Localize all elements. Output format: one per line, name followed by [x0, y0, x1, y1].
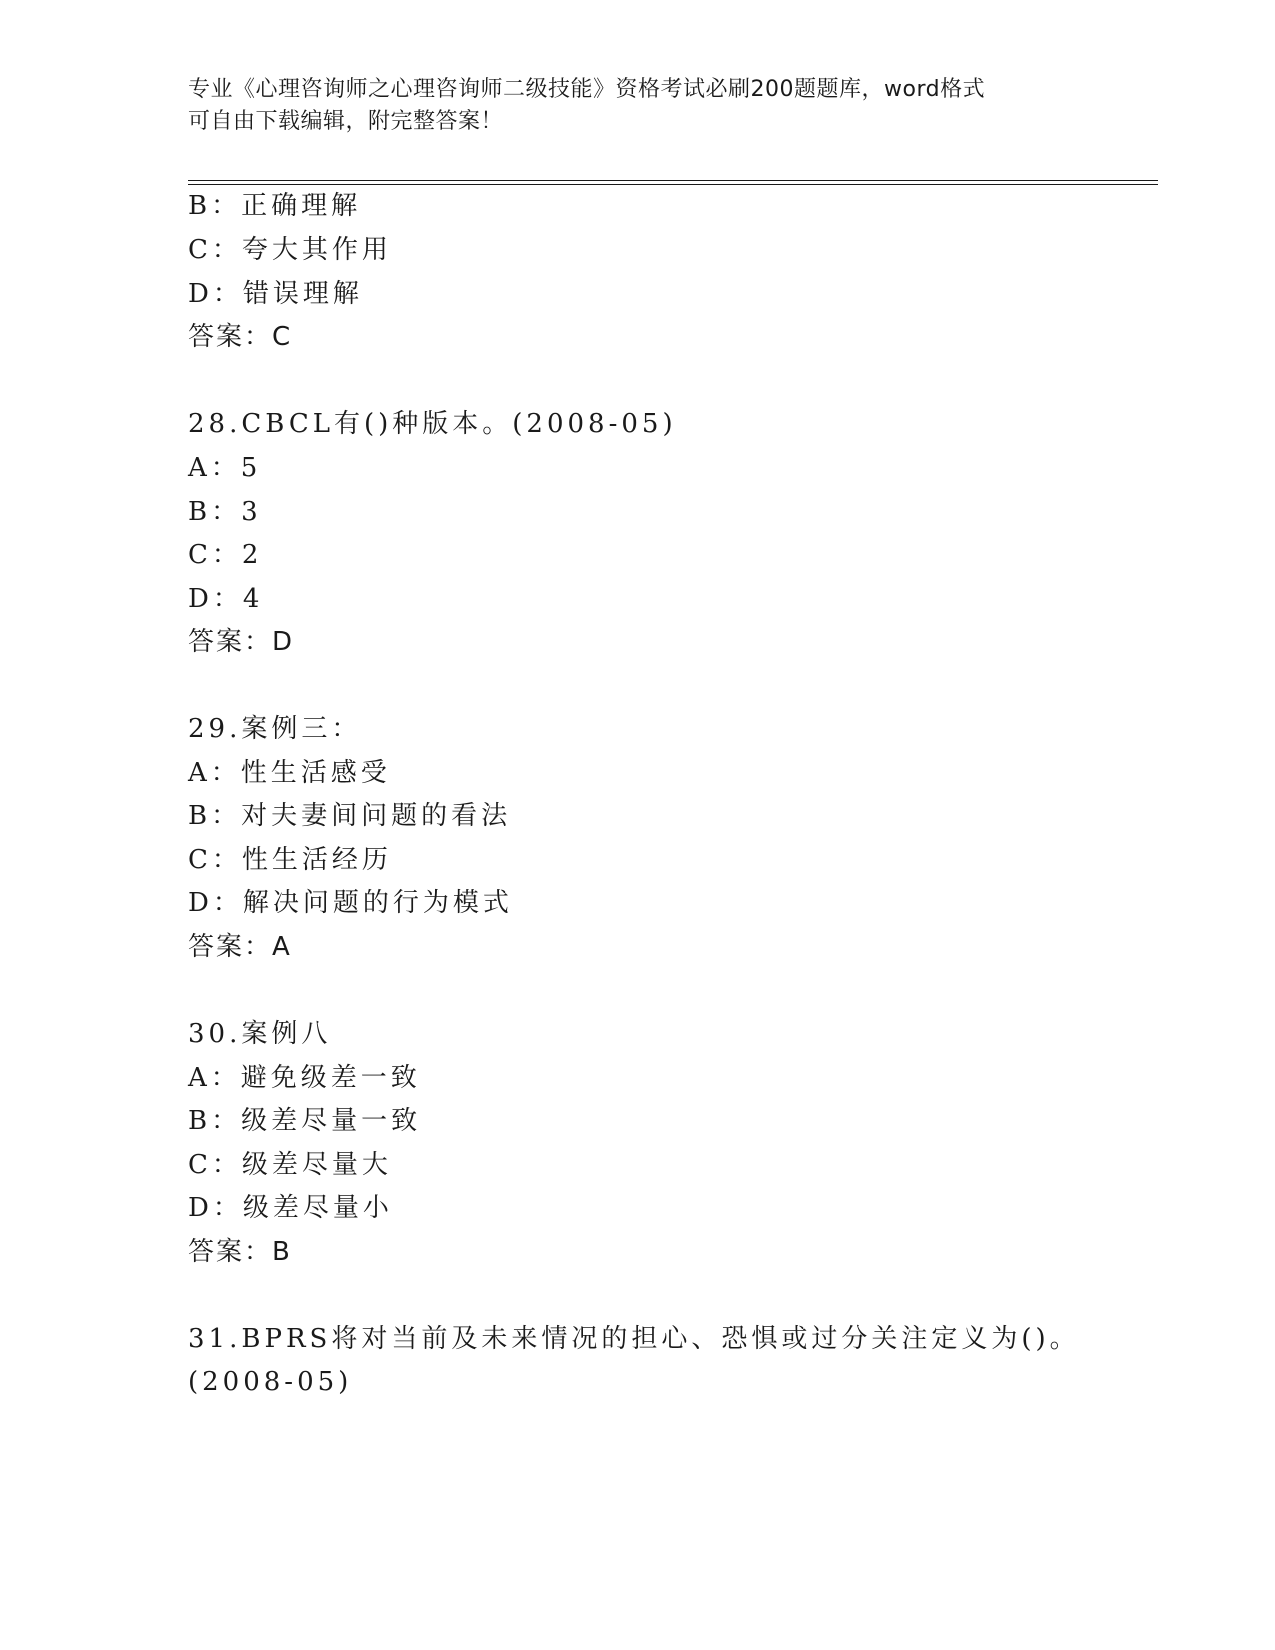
q27-option-d: D：错误理解: [188, 279, 363, 309]
q31-stem-line-1: 31.BPRS将对当前及未来情况的担心、恐惧或过分关注定义为()。: [188, 1324, 1080, 1354]
q29-option-c: C：性生活经历: [188, 845, 392, 875]
q29-option-b: B：对夫妻间问题的看法: [188, 801, 512, 831]
q27-option-c: C：夸大其作用: [188, 235, 392, 265]
q30-option-a: A：避免级差一致: [188, 1063, 421, 1093]
q28-option-b: B：3: [188, 497, 262, 527]
q29-answer: 答案：A: [188, 932, 292, 962]
q30-option-d: D：级差尽量小: [188, 1193, 393, 1223]
q28-stem: 28.CBCL有()种版本。(2008-05): [188, 409, 677, 439]
q30-answer: 答案：B: [188, 1237, 292, 1267]
q28-option-c: C：2: [188, 540, 263, 570]
q28-option-d: D：4: [188, 584, 264, 614]
header-line-1: 专业《心理咨询师之心理咨询师二级技能》资格考试必刷200题题库，word格式: [188, 77, 986, 102]
q28-option-a: A：5: [188, 453, 262, 483]
document-header: [188, 74, 1088, 138]
q30-option-c: C：级差尽量大: [188, 1150, 392, 1180]
q27-answer: 答案：C: [188, 322, 293, 352]
q29-option-d: D：解决问题的行为模式: [188, 888, 513, 918]
q28-answer: 答案：D: [188, 627, 295, 657]
q30-stem: 30.案例八: [188, 1019, 332, 1049]
q31-stem-line-2: (2008-05): [188, 1367, 353, 1397]
q29-option-a: A：性生活感受: [188, 758, 391, 788]
header-line-2: 可自由下载编辑，附完整答案！: [188, 109, 504, 134]
header-divider-bottom: [188, 184, 1158, 185]
q29-stem: 29.案例三：: [188, 714, 362, 744]
q27-option-b: B：正确理解: [188, 191, 362, 221]
q30-option-b: B：级差尽量一致: [188, 1106, 422, 1136]
header-divider-top: [188, 180, 1158, 181]
